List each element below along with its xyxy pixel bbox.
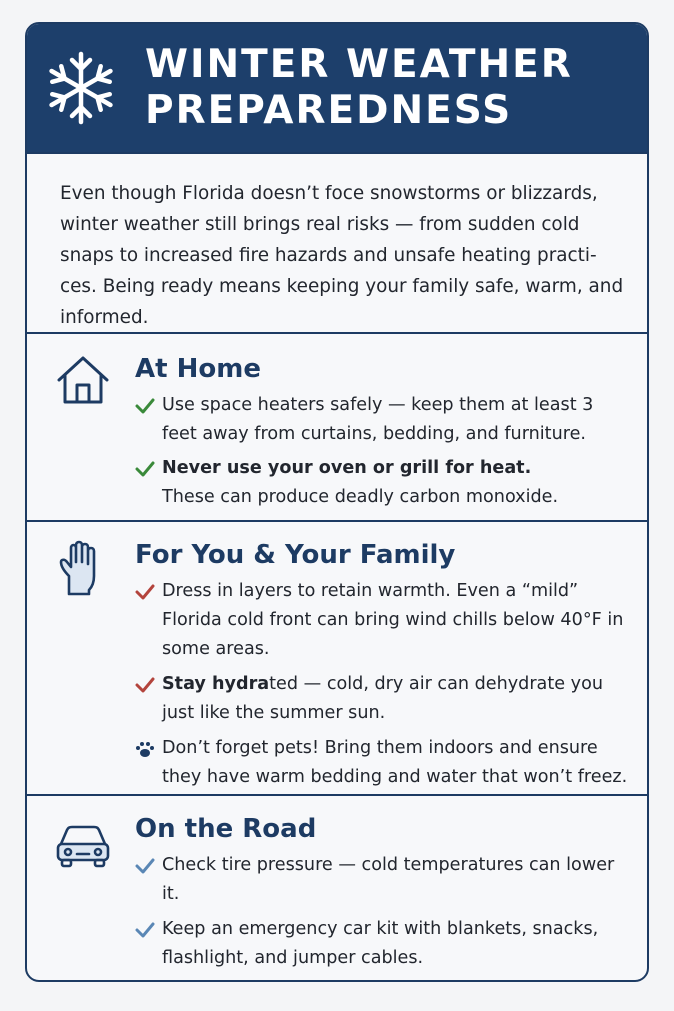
list-item: Check tire pressure — cold temperatures can lower it.	[135, 851, 633, 909]
glove-icon	[55, 540, 111, 596]
section-at-home	[27, 334, 647, 522]
list-item: Never use your oven or grill for heat. These can produce deadly carbon monoxide.	[135, 454, 633, 512]
header-banner	[27, 24, 647, 154]
intro-paragraph: Even though Florida doesn’t foce snowstorms or blizzards, winter weather still brings real risks — from sudden cold snaps to increased fire hazards and unsafe heating practi- ces. Being ready means keeping your family safe, warm, and informed.	[27, 154, 647, 334]
list-item: Keep an emergency car kit with blankets, snacks, flashlight, and jumper cables.	[135, 915, 633, 973]
house-icon	[55, 352, 111, 408]
car-icon	[55, 818, 111, 874]
preparedness-card	[25, 22, 649, 982]
section-title: On the Road	[135, 814, 317, 844]
snowflake-icon	[47, 49, 115, 127]
page-title: WINTER WEATHER PREPAREDNESS	[145, 42, 573, 133]
item-list	[135, 577, 633, 792]
list-item: Dress in layers to retain warmth. Even a “mild” Florida cold front can bring wind chills below 40°F in some areas.	[135, 577, 633, 664]
paw-icon	[135, 740, 155, 758]
checkmark-icon	[135, 676, 155, 694]
list-item: Don’t forget pets! Bring them indoors and ensure they have warm bedding and water that won’t freez.	[135, 734, 633, 792]
item-list	[135, 391, 633, 512]
section-title: For You & Your Family	[135, 540, 456, 570]
checkmark-icon	[135, 460, 155, 478]
list-item: Use space heaters safely — keep them at least 3 feet away from curtains, bedding, and furniture.	[135, 391, 633, 449]
section-title: At Home	[135, 354, 261, 384]
checkmark-icon	[135, 857, 155, 875]
section-family	[27, 522, 647, 796]
list-item: Stay hydrated — cold, dry air can dehydrate you just like the summer sun.	[135, 670, 633, 728]
checkmark-icon	[135, 583, 155, 601]
checkmark-icon	[135, 921, 155, 939]
item-list	[135, 851, 633, 973]
checkmark-icon	[135, 397, 155, 415]
section-on-the-road	[27, 796, 647, 982]
